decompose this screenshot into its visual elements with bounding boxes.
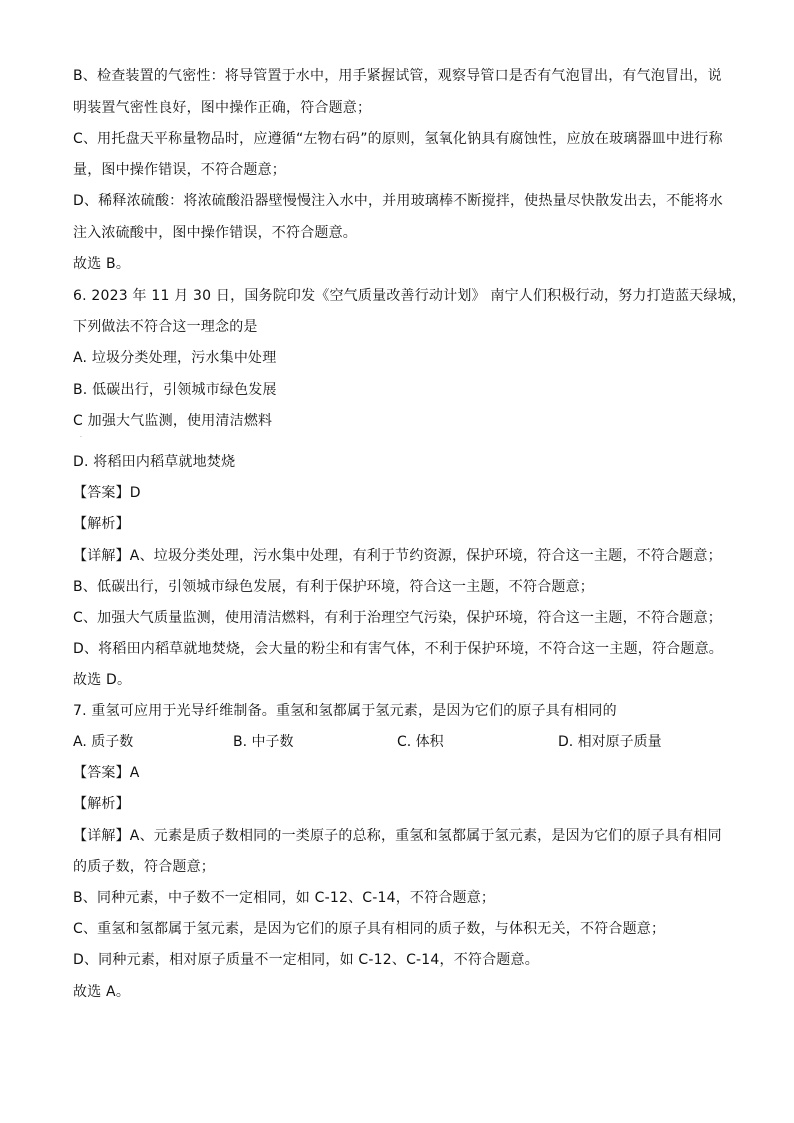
question-6-stem: 下列做法不符合这一理念的是 xyxy=(73,319,258,335)
text-line: 故选 B。 xyxy=(73,256,131,272)
answer-label: 【答案】D xyxy=(73,485,141,501)
answer-label: 【答案】A xyxy=(73,765,140,781)
question-7-option-b: B. 中子数 xyxy=(233,734,294,750)
question-7-stem: 7. 重氢可应用于光导纤维制备。重氢和氢都属于氢元素，是因为它们的原子具有相同的 xyxy=(73,703,617,719)
text-line: 【详解】A、元素是质子数相同的一类原子的总称，重氢和氢都属于氢元素，是因为它们的原子具有相同 xyxy=(73,828,722,844)
question-6-stem: 6. 2023 年 11 月 30 日，国务院印发《空气质量改善行动计划》 南宁人们积极行动，努力打造蓝天绿城， xyxy=(73,288,746,304)
question-6-option-c: C 加强大气监测，使用清洁燃料 xyxy=(73,413,273,429)
text-line: 故选 D。 xyxy=(73,672,132,688)
stray-mark: . xyxy=(80,432,82,439)
text-line: D、稀释浓硫酸：将浓硫酸沿器壁慢慢注入水中，并用玻璃棒不断搅拌，使热量尽快散发出去，不能将水 xyxy=(73,193,723,209)
question-7-option-c: C. 体积 xyxy=(397,734,444,750)
text-line: B、同种元素，中子数不一定相同，如 C-12、C-14，不符合题意； xyxy=(73,890,496,906)
text-line: C、用托盘天平称量物品时，应遵循“左物右码”的原则，氢氧化钠具有腐蚀性，应放在玻璃器皿中进行称 xyxy=(73,131,723,147)
text-line: C、重氢和氢都属于氢元素，是因为它们的原子具有相同的质子数，与体积无关，不符合题意； xyxy=(73,921,666,937)
analysis-label: 【解析】 xyxy=(73,516,130,532)
text-line: 的质子数，符合题意； xyxy=(73,859,215,875)
question-7-option-a: A. 质子数 xyxy=(73,734,134,750)
question-6-option-b: B. 低碳出行，引领城市绿色发展 xyxy=(73,382,277,398)
text-line: 明装置气密性良好，图中操作正确，符合题意； xyxy=(73,100,372,116)
text-line: B、低碳出行，引领城市绿色发展，有利于保护环境，符合这一主题，不符合题意； xyxy=(73,579,595,595)
text-line: C、加强大气质量监测，使用清洁燃料，有利于治理空气污染，保护环境，符合这一主题，不符合题意； xyxy=(73,610,722,626)
question-6-option-d: D. 将稻田内稻草就地焚烧 xyxy=(73,454,236,470)
question-7-options xyxy=(73,732,723,752)
text-line: 【详解】A、垃圾分类处理，污水集中处理，有利于节约资源，保护环境，符合这一主题，不符合题意； xyxy=(73,548,722,564)
question-7-option-d: D. 相对原子质量 xyxy=(558,734,662,750)
text-line: D、同种元素，相对原子质量不一定相同，如 C-12、C-14，不符合题意。 xyxy=(73,952,539,968)
analysis-label: 【解析】 xyxy=(73,796,130,812)
text-line: 故选 A。 xyxy=(73,984,131,1000)
question-6-option-a: A. 垃圾分类处理，污水集中处理 xyxy=(73,350,277,366)
text-line: B、检查装置的气密性：将导管置于水中，用手紧握试管，观察导管口是否有气泡冒出，有气泡冒出，说 xyxy=(73,68,722,84)
text-line: D、将稻田内稻草就地焚烧，会大量的粉尘和有害气体，不利于保护环境，不符合这一主题，符合题意。 xyxy=(73,641,723,657)
text-line: 注入浓硫酸中，图中操作错误，不符合题意。 xyxy=(73,225,357,241)
text-line: 量，图中操作错误，不符合题意； xyxy=(73,162,286,178)
